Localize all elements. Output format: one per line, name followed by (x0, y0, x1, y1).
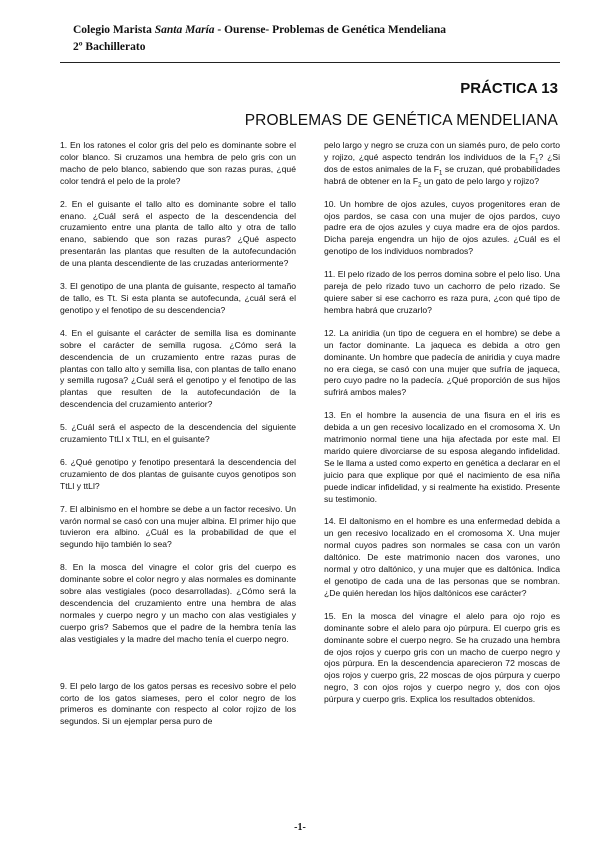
page-number: -1- (294, 822, 306, 833)
problem-5: 5. ¿Cuál será el aspecto de la descendencia del siguiente cruzamiento TtLl x TtLl, en el guisante? (60, 422, 296, 445)
problem-12: 12. La aniridia (un tipo de ceguera en el hombre) se debe a un factor dominante. La jaqueca es debida a otro gen dominante. Un hombre que padecía de aniridia y cuya madre no era ciega, se casó con una mujer que sufría de jaqueca, pero cuyo padre no la padecía. ¿Qué proporción de sus hijos sufrirá ambos males? (324, 327, 560, 398)
problem-9-continued: pelo largo y negro se cruza con un siamés puro, de pelo corto y rojizo, ¿qué aspecto tendrán los individuos de la $F_1$? ¿Si dos de estos animales de la $F_1$ se cruzan, qué probabilidades habrá de obtener en la $F_2$ un gato de pelo largo y rojizo? (324, 140, 560, 189)
left-column (60, 140, 296, 739)
column-spacer (60, 657, 296, 681)
problem-4: 4. En el guisante el carácter de semilla lisa es dominante sobre el carácter de semilla rugosa. ¿Cómo será la descendencia de un cruzamiento entre razas puras de plantas con tallo alto y semilla lisa, con plantas de tallo enano y semilla rugosa? ¿Cuál será el genotipo y el fenotipo de las plantas que resulten de la autofecundación de la descendencia del cruzamiento anterior? (60, 327, 296, 410)
header-divider (60, 62, 560, 63)
page-header (73, 22, 553, 56)
header-course: 2º Bachillerato (73, 41, 146, 53)
problem-1: 1. En los ratones el color gris del pelo es dominante sobre el color blanco. Si cruzamos una hembra de pelo gris con un macho de pelo blanco, sabiendo que son razas puras, ¿qué color tendrá el pelo de la prole? (60, 140, 297, 186)
problem-2: 2. En el guisante el tallo alto es dominante sobre el tallo enano. ¿Cuál será el aspecto de la descendencia del cruzamiento entre una planta de tallo alto y otra de tallo enano, sabiendo que son razas puras? ¿Qué aspecto presentarán las plantas que resulten de la autofecundación de una planta descendiente de las cruzadas anteriormente? (60, 198, 296, 269)
problem-6: 6. ¿Qué genotipo y fenotipo presentará la descendencia del cruzamiento de dos plantas de guisante cuyos genotipos son TtLl y ttLl? (60, 456, 296, 491)
practice-label: PRÁCTICA 13 (460, 80, 558, 97)
right-column (324, 140, 560, 717)
problem-14: 14. El daltonismo en el hombre es una enfermedad debida a un gen recesivo localizado en el cromosoma X. Una mujer normal cuyos padres son normales se casa con un varón daltónico. De este matrimonio nacen dos varones, uno normal y otro daltónico, y una mujer que es daltónica. Indica el genotipo de cada una de las personas que se nombran. ¿De quién heredan los hijos daltónicos ese carácter? (324, 516, 560, 598)
problem-8: 8. En la mosca del vinagre el color gris del cuerpo es dominante sobre el color negro y alas normales es dominante sobre alas vestigiales (poco desarrolladas). ¿Cómo será la descendencia del cruzamiento entre una hembra de alas normales y cuerpo negro y un macho con alas vestigiales y cuerpo gris? Sabemos que el padre de la hembra tenía las alas vestigiales y la madre del macho tenía el cuerpo negro. (60, 562, 296, 644)
school-name: Santa María (154, 24, 215, 36)
problem-3: 3. El genotipo de una planta de guisante, respecto al tamaño de tallo, es Tt. Si esta planta se autofecunda, ¿cuál será el genotipo y el fenotipo de su descendencia? (60, 281, 297, 315)
problem-7: 7. El albinismo en el hombre se debe a un factor recesivo. Un varón normal se casó con una mujer albina. El primer hijo que tuvieron era albino. ¿Cuál es la probabilidad de que el segundo hijo también lo sea? (60, 503, 296, 550)
problem-11: 11. El pelo rizado de los perros domina sobre el pelo liso. Una pareja de pelo rizado tuvo un cachorro de pelo rizado. Se quiere saber si ese cachorro es raza pura, ¿con qué tipo de hembra habrá que cruzarlo? (324, 269, 560, 315)
problem-9: 9. El pelo largo de los gatos persas es recesivo sobre el pelo corto de los gatos siameses, pero el color negro de los primeros es dominante con respecto al color rojizo de los segundos. Si un ejemplar persa puro de (60, 680, 296, 727)
problem-15: 15. En la mosca del vinagre el alelo para ojo rojo es dominante sobre el alelo para ojo púrpura. El cuerpo gris es dominante sobre el cuerpo negro. Se ha cruzado una hembra de ojos rojos y cuerpo gris con un macho de cuerpo negro y ojos púrpura. En la descendencia aparecieron 72 moscas de ojos rojos y cuerpo gris, 22 moscas de ojos púrpura y cuerpo negro, 3 con ojos rojos y cuerpo negro y, dos con ojos púrpura y cuerpo gris. Explica los resultados obtenidos. (324, 610, 560, 705)
problem-13: 13. En el hombre la ausencia de una fisura en el iris es debida a un gen recesivo localizado en el cromosoma X. Un matrimonio normal tiene una hija afectada por este mal. El marido quiere divorciarse de su esposa alegando infidelidad. Se le llama a usted como experto en genética a declarar en el juicio para que explique por qué el nacimiento de esa niña puede indicar infidelidad, y si realmente ha existido. Presente su testimonio. (324, 410, 561, 504)
problem-10: 10. Un hombre de ojos azules, cuyos progenitores eran de ojos pardos, se casa con una mujer de ojos pardos, cuyo padre era de ojos azules y cuya madre era de ojos pardos. Dicha pareja engendra un hijo de ojos azules. ¿Cuál es el genotipo de los individuos nombrados? (324, 198, 560, 257)
page-title: PROBLEMAS DE GENÉTICA MENDELIANA (244, 112, 558, 129)
header-school-line: Colegio Marista Santa María - Ourense- Problemas de Genética Mendeliana (73, 24, 446, 36)
